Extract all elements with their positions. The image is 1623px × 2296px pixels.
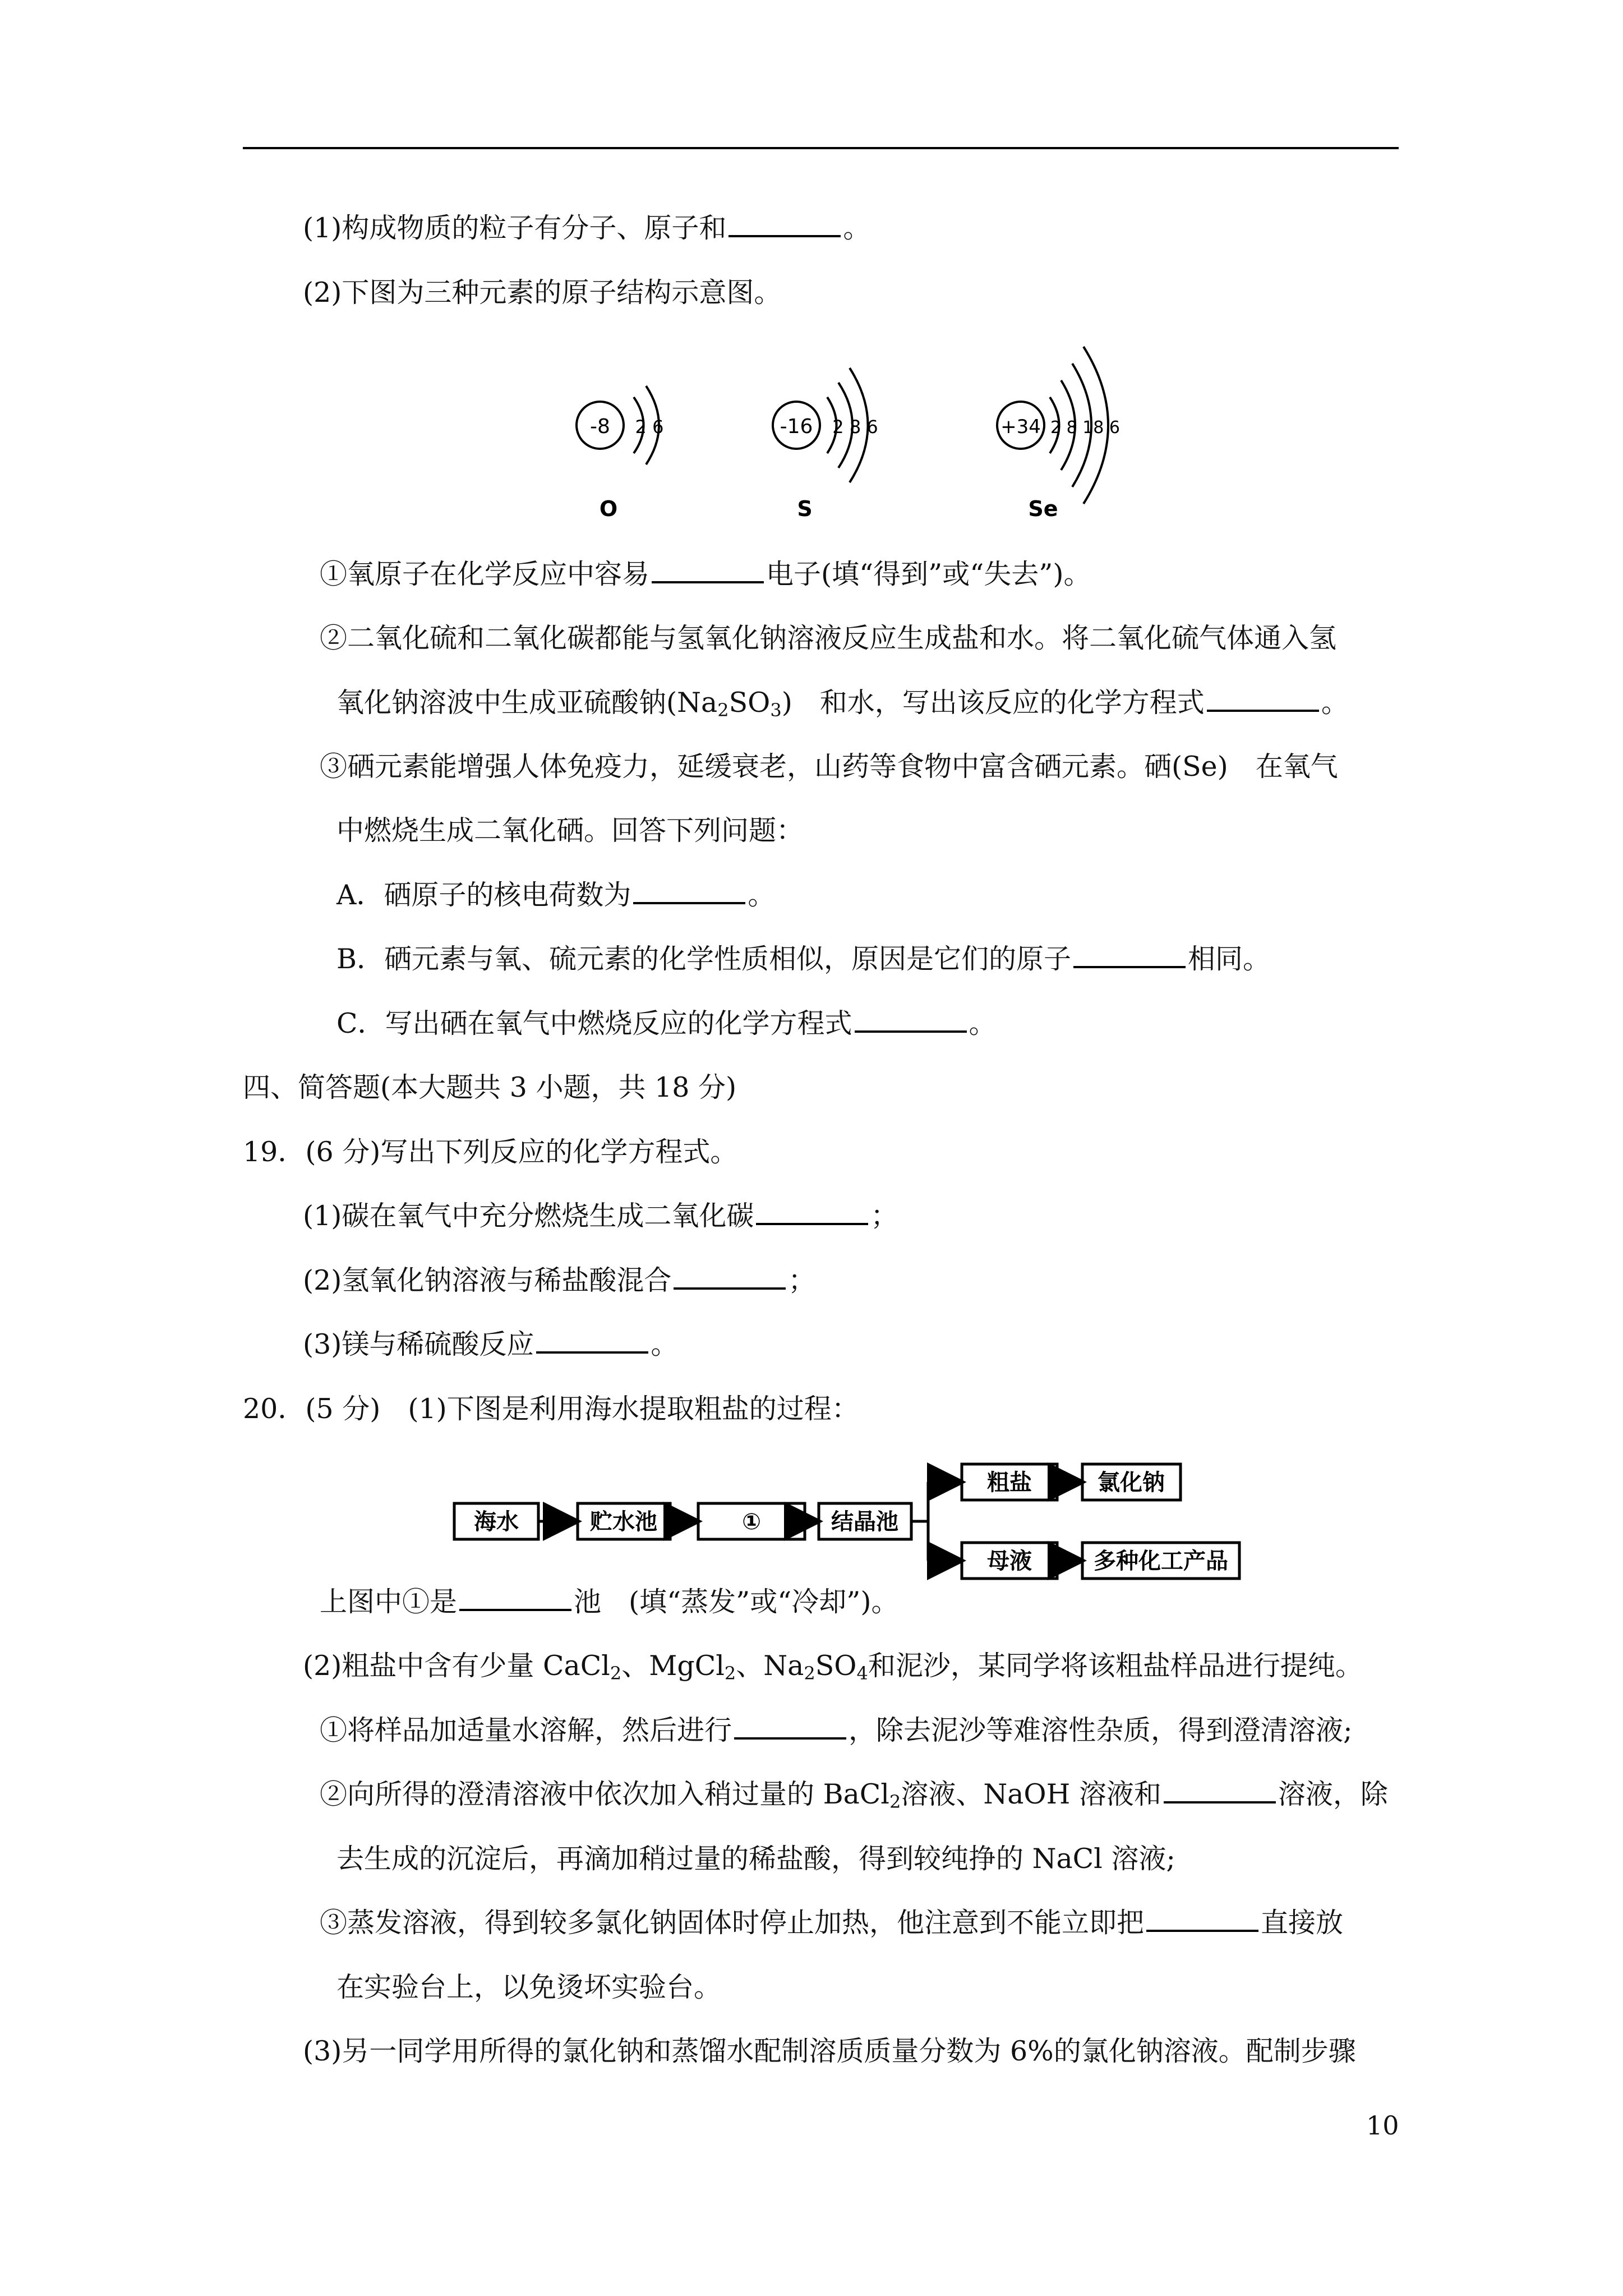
selenium-symbol: Se bbox=[1028, 496, 1058, 521]
answer-blank[interactable] bbox=[756, 1199, 868, 1225]
answer-blank[interactable] bbox=[652, 558, 764, 583]
q18-sub3-line2: 中燃烧生成二氧化硒。回答下列问题： bbox=[336, 815, 804, 846]
flow-storage: 贮水池 bbox=[590, 1509, 657, 1535]
oxygen-nucleus: -8 bbox=[590, 415, 610, 438]
answer-blank[interactable] bbox=[1146, 1906, 1258, 1932]
answer-blank[interactable] bbox=[728, 211, 841, 237]
answer-blank[interactable] bbox=[734, 1714, 846, 1740]
oxygen-symbol: O bbox=[599, 496, 618, 521]
sulfur-symbol: S bbox=[797, 496, 813, 521]
q19-part1: (1)碳在氧气中充分燃烧生成二氧化碳 ； bbox=[303, 1200, 898, 1232]
q20-heading: 20．(5 分) (1)下图是利用海水提取粗盐的过程： bbox=[243, 1393, 859, 1425]
q18-sub1: ①氧原子在化学反应中容易 电子(填“得到”或“失去”)。 bbox=[320, 558, 1091, 590]
q20-fill: 上图中①是 池 (填“蒸发”或“冷却”)。 bbox=[320, 1586, 899, 1618]
q20-part3: (3)另一同学用所得的氯化钠和蒸馏水配制溶质质量分数为 6%的氯化钠溶液。配制步骤 bbox=[303, 2035, 1356, 2067]
selenium-nucleus: +34 bbox=[1000, 416, 1041, 438]
flow-crude: 粗盐 bbox=[987, 1470, 1032, 1496]
q18-sub2-line1: ②二氧化硫和二氧化碳都能与氢氧化钠溶液反应生成盐和水。将二氧化硫气体通入氢 bbox=[320, 622, 1337, 654]
section-heading: 四、简答题(本大题共 3 小题，共 18 分) bbox=[243, 1071, 737, 1103]
answer-blank[interactable] bbox=[855, 1007, 967, 1033]
oxygen-atom bbox=[577, 386, 663, 521]
q20-part2: (2)粗盐中含有少量 CaCl$_2$、MgCl$_2$、$Na_2SO_4$和泥沙，某同学将该粗盐样品进行提纯。 bbox=[303, 1650, 1363, 1684]
q19-part2: (2)氢氧化钠溶液与稀盐酸混合 ； bbox=[303, 1264, 816, 1296]
q18-part2: (2)下图为三种元素的原子结构示意图。 bbox=[303, 277, 782, 309]
answer-blank[interactable] bbox=[1073, 942, 1186, 968]
q18-sub3-line1: ③硒元素能增强人体免疫力，延缓衰老，山药等食物中富含硒元素。硒(Se) 在氧气 bbox=[320, 751, 1338, 783]
oxygen-electrons: 2 6 bbox=[635, 416, 664, 438]
q20-step2-line2: 去生成的沉淀后，再滴加稍过量的稀盐酸，得到较纯挣的 NaCl 溶液; bbox=[336, 1843, 1175, 1875]
answer-blank[interactable] bbox=[633, 878, 745, 904]
sulfur-nucleus: -16 bbox=[780, 415, 813, 438]
q20-step2-line1: ②向所得的澄清溶液中依次加入稍过量的 BaCl$_2$溶液、NaOH 溶液和 溶液，除 bbox=[320, 1778, 1388, 1812]
answer-blank[interactable] bbox=[459, 1585, 571, 1611]
flow-crystal: 结晶池 bbox=[831, 1509, 898, 1535]
q19-part3: (3)镁与稀硫酸反应 。 bbox=[303, 1328, 679, 1360]
q18-sub2-line2: 氧化钠溶波中生成亚硫酸钠$(Na_2SO_3)$ 和水，写出该反应的化学方程式 。 bbox=[336, 687, 1349, 721]
answer-blank[interactable] bbox=[536, 1328, 648, 1354]
sulfur-electrons: 2 8 6 bbox=[832, 416, 878, 438]
q18-item-a: A．硒原子的核电荷数为 。 bbox=[336, 879, 776, 911]
flow-mother: 母液 bbox=[987, 1548, 1032, 1574]
selenium-atom bbox=[997, 347, 1120, 521]
q20-step1: ①将样品加适量水溶解，然后进行 ，除去泥沙等难溶性杂质，得到澄清溶液; bbox=[320, 1714, 1353, 1746]
sulfur-atom bbox=[773, 368, 878, 521]
answer-blank[interactable] bbox=[1164, 1778, 1276, 1803]
q18-part1: (1)构成物质的粒子有分子、原子和 。 bbox=[303, 212, 871, 244]
flow-products: 多种化工产品 bbox=[1094, 1548, 1228, 1574]
q18-item-b: B．硒元素与氧、硫元素的化学性质相似，原因是它们的原子 相同。 bbox=[336, 943, 1271, 975]
flow-unknown: ① bbox=[742, 1509, 761, 1535]
q20-step3-line2: 在实验台上，以免烫坏实验台。 bbox=[336, 1971, 722, 2003]
header-rule bbox=[243, 147, 1399, 149]
answer-blank[interactable] bbox=[1207, 686, 1319, 712]
q18-item-c: C．写出硒在氧气中燃烧反应的化学方程式 。 bbox=[336, 1007, 997, 1039]
page-number: 10 bbox=[1366, 2110, 1399, 2141]
flow-seawater: 海水 bbox=[474, 1509, 519, 1535]
flow-nacl: 氯化钠 bbox=[1098, 1470, 1165, 1496]
answer-blank[interactable] bbox=[674, 1264, 786, 1290]
atomic-structure-diagram bbox=[550, 331, 1144, 533]
q19-heading: 19．(6 分)写出下列反应的化学方程式。 bbox=[243, 1136, 738, 1168]
selenium-electrons: 2 8 18 6 bbox=[1050, 418, 1121, 438]
sea-salt-flow-diagram bbox=[449, 1453, 1245, 1593]
q20-step3-line1: ③蒸发溶液，得到较多氯化钠固体时停止加热，他注意到不能立即把 直接放 bbox=[320, 1907, 1344, 1939]
